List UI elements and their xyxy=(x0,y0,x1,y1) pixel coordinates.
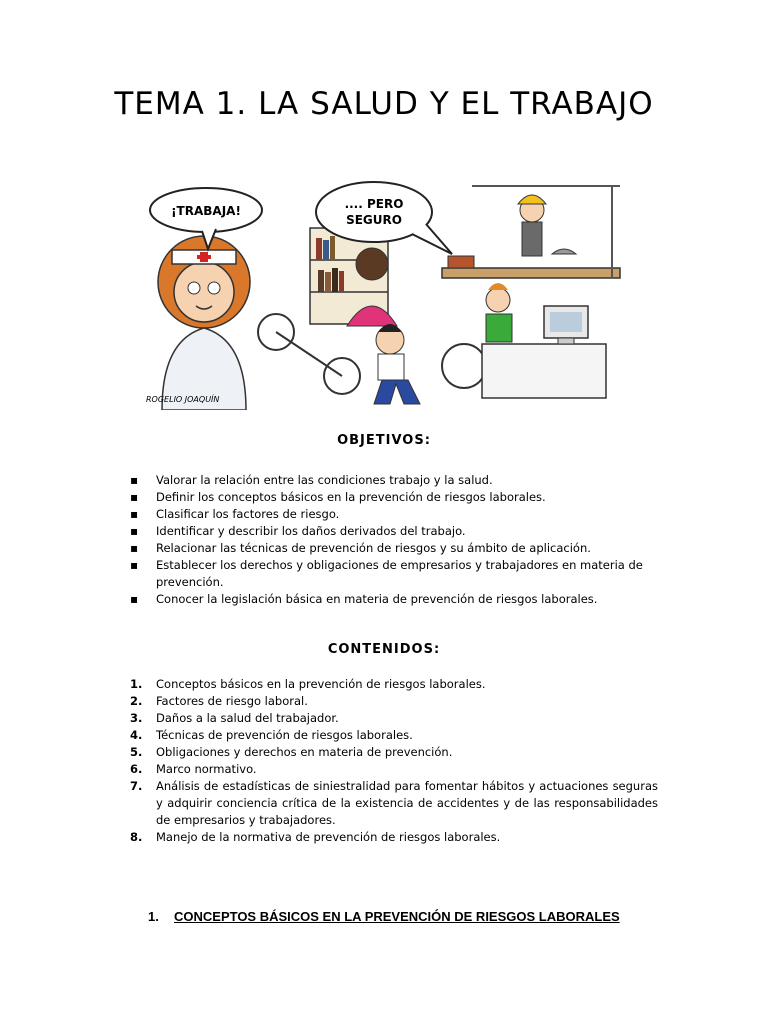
item-text: Factores de riesgo laboral. xyxy=(156,694,308,708)
list-item xyxy=(130,727,658,744)
section1-heading xyxy=(148,909,620,924)
list-item: ▪ Definir los conceptos básicos en la prevención de riesgos laborales. xyxy=(130,489,660,506)
speech-bubble-left xyxy=(150,188,262,249)
item-text: Técnicas de prevención de riesgos laborales. xyxy=(156,728,413,742)
item-text: Marco normativo. xyxy=(156,762,257,776)
bicycle xyxy=(258,314,360,394)
item-number: 6. xyxy=(130,762,143,776)
item-number: 1. xyxy=(130,677,143,691)
item-number: 2. xyxy=(130,694,143,708)
section1-number: 1. xyxy=(148,909,159,924)
item-number: 7. xyxy=(130,779,143,793)
contenidos-heading: CONTENIDOS: xyxy=(327,642,441,657)
item-text: Manejo de la normativa de prevención de riesgos laborales. xyxy=(156,830,501,844)
worker-helmet-character xyxy=(518,195,546,256)
item-text: Obligaciones y derechos en materia de prevención. xyxy=(156,745,453,759)
crouching-man-character xyxy=(374,324,420,404)
section1-title: CONCEPTOS BÁSICOS EN LA PREVENCIÓN DE RIESGOS LABORALES xyxy=(174,909,620,924)
list-item: ▪ Relacionar las técnicas de prevención de riesgos y su ámbito de aplicación. xyxy=(130,540,660,557)
cartoon-illustration xyxy=(142,176,628,410)
list-item xyxy=(130,693,658,710)
bubble-left-text: ¡TRABAJA! xyxy=(171,204,241,218)
item-text: Análisis de estadísticas de siniestralidad para fomentar hábitos y actuaciones seguras y adquirir conciencia crítica de la existencia de accidentes y de las responsabilidades de empresarios y trabajadores. xyxy=(156,779,658,827)
nurse-character xyxy=(158,236,250,410)
item-number: 4. xyxy=(130,728,143,742)
item-text: Daños a la salud del trabajador. xyxy=(156,711,339,725)
list-item: ▪ Establecer los derechos y obligaciones de empresarios y trabajadores en materia de prevención. xyxy=(130,557,660,591)
list-item xyxy=(130,710,658,727)
objetivos-list xyxy=(130,472,660,608)
artist-signature: ROGELIO JOAQUÍN xyxy=(146,395,220,404)
item-number: 5. xyxy=(130,745,143,759)
list-item xyxy=(130,778,658,829)
item-number: 8. xyxy=(130,830,143,844)
list-item xyxy=(130,676,658,693)
list-item: ▪ Clasificar los factores de riesgo. xyxy=(130,506,660,523)
list-item: ▪ Valorar la relación entre las condiciones trabajo y la salud. xyxy=(130,472,660,489)
bubble-right-text-line2: SEGURO xyxy=(346,213,402,227)
item-number: 3. xyxy=(130,711,143,725)
bubble-right-text-line1: .... PERO xyxy=(344,197,404,211)
list-item xyxy=(130,761,658,778)
list-item: ▪ Identificar y describir los daños derivados del trabajo. xyxy=(130,523,660,540)
contenidos-list xyxy=(130,676,658,846)
item-text: Conceptos básicos en la prevención de riesgos laborales. xyxy=(156,677,486,691)
list-item: ▪ Conocer la legislación básica en materia de prevención de riesgos laborales. xyxy=(130,591,660,608)
list-item xyxy=(130,829,658,846)
list-item xyxy=(130,744,658,761)
objetivos-heading: OBJETIVOS: xyxy=(337,433,431,448)
page-title: TEMA 1. LA SALUD Y EL TRABAJO xyxy=(114,86,654,122)
